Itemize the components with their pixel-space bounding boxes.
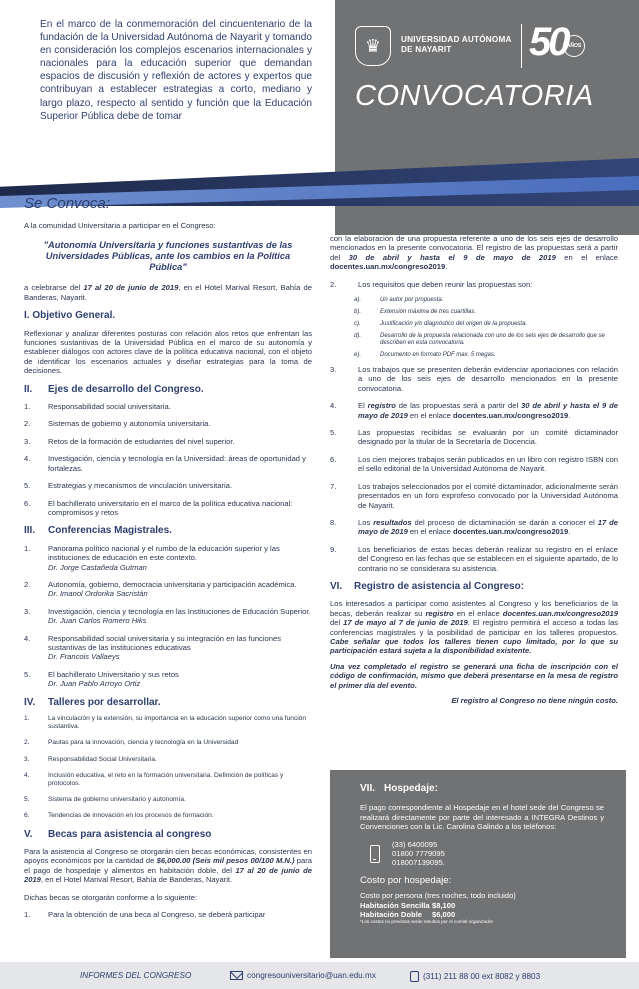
section-title: Ejes de desarrollo del Congreso. — [48, 383, 204, 395]
text-run: Para la asistencia al Congreso se otorgarán cien becas económicas, consistentes en apoyos económicos por la cantidad de — [24, 847, 312, 866]
item-number: 5. — [24, 481, 31, 491]
section-conferencias-heading — [24, 526, 312, 535]
section-title: Hospedaje: — [384, 783, 438, 794]
list-item — [24, 481, 312, 490]
section-becas-heading — [24, 830, 312, 839]
item-number: 5. — [24, 669, 31, 679]
section-title: Talleres por desarrollar. — [48, 696, 161, 708]
item-number: 1. — [24, 715, 30, 722]
room-type: Habitación Sencilla — [360, 900, 430, 910]
item-number: 5. — [330, 428, 337, 438]
cupo-notice: Cabe señalar que todos los talleres tienen cupo limitado, por lo que su participación estará sujeta a la disponibilidad existente. — [330, 636, 618, 656]
costo-heading: Costo por hospedaje: — [360, 874, 452, 886]
footer — [0, 962, 639, 989]
speaker-name: Dr. Jorge Castañeda Gutman — [48, 562, 147, 572]
university-seal-icon: ♛ — [355, 26, 391, 66]
item-body — [48, 544, 312, 572]
item-body — [48, 419, 312, 428]
item-number: 3. — [330, 365, 337, 375]
section-objetivo-text: Reflexionar y analizar diferentes posturas con relación alos retos que enfrentan las funciones sustantivas de la Universidad Pública en el marco de su autonomía y establecer diálogos con actores clave de la política educativa nacional, con el objeto de identificar los escenarios actuales y diseñar estrategias para la toma de decisiones. — [24, 328, 312, 376]
phone-icon — [410, 971, 419, 982]
costo-intro: Costo por persona (tres noches, todo incluido) — [360, 891, 516, 901]
anniversary-number: 50 — [529, 20, 568, 64]
requirement-item — [354, 352, 618, 359]
list-item — [330, 401, 618, 420]
costo-row — [360, 901, 604, 910]
item-text: Los beneficiarios de estas becas deberán realizar su registro en el enlace del Congreso en las fechas que se establecen en el siguiente apartado, de lo contrario no se considerara su asistencia. — [358, 544, 618, 573]
item-body — [48, 634, 312, 662]
item-text: Responsabilidad social universitaria. — [48, 402, 171, 412]
item-text: Pautas para la innovación, ciencia y tecnología en la Universidad — [48, 739, 239, 747]
text-run: . El registro permitirá el acceso a todas las conferencias magistrales y la posibilidad de participar en los talleres propuestos. — [330, 618, 618, 637]
celebration-post: , en el Hotel Marival Resort, Bahía de Banderas, Nayarit. — [24, 283, 312, 302]
list-item — [24, 796, 312, 804]
item-body — [48, 715, 312, 731]
item-number: 2. — [330, 279, 337, 289]
item-number: 6. — [330, 454, 337, 464]
item-number: 5. — [24, 796, 30, 804]
celebration-pre: a celebrarse del — [24, 283, 84, 293]
item-text: Investigación, ciencia y tecnología en la Universidad: áreas de oportunidad y fortalezas. — [48, 454, 306, 473]
invitation-text: A la comunidad Universitaria a participar en el Congreso: — [24, 221, 216, 230]
requirement-item — [354, 333, 618, 347]
item-text: Desarrollo de la propuesta relacionada con uno de los seis ejes de desarrollo que se describen en esta convocatoria. — [380, 333, 605, 347]
section-ejes-heading — [24, 385, 312, 394]
section-number: II. — [24, 383, 33, 395]
item-number: 2. — [24, 419, 31, 429]
phone-list — [392, 840, 445, 868]
room-price: $6,000 — [432, 910, 456, 920]
section-number: III. — [24, 525, 36, 537]
right-column — [330, 234, 618, 710]
requirements-list — [354, 297, 618, 359]
text-run: , en el Hotel Marival Resort, Bahía de Banderas, Nayarit. — [40, 875, 233, 885]
item-text: Tendencias de innovación en los procesos de formación. — [48, 812, 214, 820]
requirement-item — [354, 321, 618, 328]
convocatoria-title: CONVOCATORIA — [355, 80, 594, 112]
item-body — [48, 580, 312, 599]
item-body — [48, 739, 312, 747]
text-run: de las propuestas será a partir del — [395, 401, 522, 411]
item-text: El bachillerato Universitario y sus retos — [48, 669, 179, 679]
text-run: del proceso de dictaminación se darán a conocer el — [411, 517, 598, 527]
phone-icon — [370, 845, 380, 863]
item-text: Estrategias y mecanismos de vinculación universitaria. — [48, 481, 233, 491]
list-item — [330, 280, 618, 289]
university-name — [401, 35, 512, 54]
item-text: Para la obtención de una beca al Congreso, se deberá participar — [48, 910, 266, 920]
left-column — [24, 221, 312, 927]
item-number: a). — [354, 297, 362, 304]
item-text: Sistema de gobierno universitario y autonomía. — [48, 796, 186, 804]
item-number: 1. — [24, 402, 31, 412]
conferencias-list — [24, 544, 312, 689]
item-text: Las propuestas recibidas se evaluarán por un comité dictaminador designado por la titular de la Secretaría de Docencia. — [358, 428, 618, 447]
results-date: 17 de mayo de 2019 — [358, 517, 619, 537]
becas-amount: $6,000.00 (Seis mil pesos 00/100 M.N.) — [156, 856, 295, 866]
text-run: con la elaboración de una propuesta referente a uno de los seis ejes de desarrollo mencionados en la presente convocatoria. El registro de las propuestas será a partir del — [330, 234, 618, 262]
anniversary-badge: AÑOS — [563, 35, 585, 57]
text-run: para el pago de hospedaje y alimentos en habitación doble, del — [24, 856, 313, 875]
item-text: Los cien mejores trabajos serán publicados en un libro con registro ISBN con el sello editorial de la Universidad Autónoma de Nayarit. — [358, 454, 618, 474]
item-number: 3. — [24, 606, 31, 616]
logo-divider — [521, 24, 522, 68]
item-number: 3. — [24, 755, 30, 763]
item-number: 2. — [24, 739, 30, 747]
list-item — [24, 499, 312, 518]
section-number: VI. — [330, 580, 343, 592]
item-body — [48, 796, 312, 804]
item-text: Panorama político nacional y el rumbo de la educación superior y las instituciones de educación en este contexto. — [48, 543, 280, 563]
section-talleres-heading — [24, 698, 312, 707]
phone-number[interactable]: 018007139095. — [392, 858, 445, 868]
footer-phone-text[interactable]: (311) 211 88 00 ext 8082 y 8803 — [423, 972, 541, 981]
text-run: . — [445, 262, 448, 272]
section-number: VII. — [360, 783, 376, 794]
talleres-list — [24, 715, 312, 821]
item-number: 3. — [24, 436, 31, 446]
text-run: . — [568, 410, 571, 420]
speaker-name: Dr. Francois Vallaeys — [48, 652, 120, 662]
item-body — [48, 670, 312, 689]
costo-table — [360, 901, 604, 920]
section-number: V. — [24, 828, 33, 840]
item-number: 4. — [24, 454, 31, 464]
item-text — [358, 401, 618, 420]
university-name-line1: UNIVERSIDAD AUTÓNOMA — [401, 35, 512, 44]
item-body — [48, 812, 312, 820]
item-body — [48, 402, 312, 411]
section-title: Registro de asistencia al Congreso: — [354, 580, 525, 592]
text-run: Los interesados a participar como asistentes al Congreso y los beneficiarios de la becas, deberán realizar su — [330, 599, 618, 618]
phone-number[interactable]: (33) 6400095 — [392, 839, 438, 849]
list-item — [24, 739, 312, 747]
section-registro-heading — [330, 582, 618, 591]
list-item — [24, 756, 312, 764]
text-run: registro — [367, 401, 396, 411]
item-number: b). — [354, 309, 362, 316]
list-item — [24, 454, 312, 473]
item-text: Los trabajos seleccionados por el comité dictaminador, adicionalmente serán presentados en un foro exprofeso convocado por la Universidad Autónoma de Nayarit. — [358, 481, 618, 510]
requirement-item — [354, 297, 618, 304]
text-run: en el enlace — [453, 608, 503, 618]
item-text: Un autor por propuesta. — [380, 297, 444, 304]
text-run: en el enlace — [555, 252, 618, 262]
text-run: en el enlace — [407, 410, 453, 420]
item-number: 7. — [330, 481, 337, 491]
text-run: . — [568, 527, 571, 537]
registration-dates: 30 de abril y hasta el 9 de mayo de 2019 — [348, 252, 556, 262]
item-text: Extensión máxima de tres cuartillas. — [380, 309, 477, 316]
list-item — [24, 419, 312, 428]
becas-date: 17 al 20 de junio de 2019 — [24, 865, 312, 885]
list-item — [330, 365, 618, 393]
university-name-line2: DE NAYARIT — [401, 44, 452, 54]
becas-continuation — [330, 234, 618, 272]
item-text: La vinculación y la extensión, su importancia en la educación superior como una función sustantiva. — [48, 715, 307, 731]
footer-email-text[interactable]: congresouniversitario@uan.edu.mx — [247, 971, 376, 980]
footer-phone[interactable] — [410, 971, 540, 982]
room-type: Habitación Doble — [360, 910, 423, 920]
text-run: El — [358, 401, 368, 411]
registro-free-notice: El registro al Congreso no tiene ningún costo. — [451, 696, 618, 705]
room-price: $8,100 — [432, 900, 456, 910]
item-text: El bachillerato universitario en el marco de la política educativa nacional: compromisos y retos — [48, 498, 293, 517]
list-item — [24, 402, 312, 411]
item-number: 6. — [24, 498, 31, 508]
hospedaje-text: El pago correspondiente al Hospedaje en el hotel sede del Congreso se realizará directamente por parte del interesado a INTEGRA Destinos y Convenciones con la Lic. Carolina Galindo a los teléfonos: — [360, 803, 604, 832]
celebration-date: 17 al 20 de junio de 2019 — [83, 283, 179, 293]
item-number: 8. — [330, 517, 337, 527]
costo-note: *Los costos no previstos serán resultos por el comité organizador — [360, 919, 494, 925]
footer-email[interactable] — [230, 971, 376, 980]
text-run: resultados — [373, 517, 412, 527]
item-text: Investigación, ciencia y tecnología en las Instituciones de Educación Superior. — [48, 606, 311, 616]
item-text: Inclusión educativa, el reto en la formación universitaria. Definición de políticas y protocolos. — [48, 771, 284, 788]
item-number: d). — [354, 333, 362, 340]
registro-dates: 17 de mayo al 7 de junio de 2019 — [343, 618, 468, 628]
list-item — [330, 428, 618, 447]
registro-link[interactable]: docentes.uan.mx/congreso2019 — [502, 608, 618, 618]
item-text: Los trabajos que se presenten deberán evidenciar aportaciones con relación a uno de los seis ejes de desarrollo mencionados en la presente convocatoria. — [358, 365, 618, 393]
speaker-name: Dr. Imanol Ordorika Sacristán — [48, 589, 148, 599]
item-text: Justificación y/o diagnóstico del origen de la propuesta. — [380, 321, 528, 328]
becas-conditions-intro: Dichas becas se otorgarán conforme a lo siguiente: — [24, 892, 198, 902]
section-objetivo-heading: I. Objetivo General. — [24, 310, 116, 322]
item-number: 4. — [24, 633, 31, 643]
becas-paragraph — [24, 847, 312, 885]
item-text: Sistemas de gobierno y autonomía universitaria. — [48, 419, 211, 429]
text-run: Los — [358, 517, 374, 527]
list-item — [330, 518, 618, 537]
costo-row — [360, 910, 604, 919]
item-number: 6. — [24, 812, 30, 820]
se-convoca-heading: Se Convoca: — [24, 195, 110, 212]
item-number: c). — [354, 321, 361, 328]
registration-link[interactable]: docentes.uan.mx/congreso2019 — [453, 410, 569, 420]
item-number: 1. — [24, 910, 31, 920]
item-text: Autonomía, gobierno, democracia universitaria y participación académica. — [48, 579, 297, 589]
requirement-item — [354, 309, 618, 316]
intro-paragraph: En el marco de la conmemoración del cincuentenario de la fundación de la Universidad Autónoma de Nayarit y tomando en consideración los complejos escenarios internacionales y nacionales para la educación superior que demandan espacios de discusión y reflexión de actores y expertos que contribuyan a establecer estrategias a corto, mediano y largo plazo, respecto al sentido y función que la Educación Superior Pública debe de tomar — [40, 19, 312, 122]
item-body — [48, 756, 312, 764]
text-run: registro — [425, 608, 454, 618]
item-text: Documento en formato PDF max. 5 megas. — [380, 352, 496, 359]
item-number: 2. — [24, 579, 31, 589]
item-text — [358, 518, 618, 537]
list-item — [24, 437, 312, 446]
speaker-name: Dr. Juan Carlos Romero Hiks — [48, 616, 147, 626]
list-item — [24, 715, 312, 731]
registration-dates: 30 de abril y hasta el 9 de mayo de 2019 — [358, 401, 618, 420]
registration-link[interactable]: docentes.uan.mx/congreso2019 — [330, 262, 446, 272]
university-logo — [355, 20, 595, 68]
item-text: Los requisitos que deben reunir las propuestas son: — [358, 279, 533, 289]
section-title: Conferencias Magistrales. — [48, 525, 172, 537]
phone-number[interactable]: 01800 7779095 — [392, 849, 445, 859]
section-hospedaje-heading — [360, 784, 604, 793]
list-item — [24, 772, 312, 788]
list-item — [24, 634, 312, 662]
item-body — [48, 454, 312, 473]
list-item — [24, 910, 312, 919]
item-body — [48, 499, 312, 518]
speaker-name: Dr. Juan Pablo Arroyo Ortiz — [48, 679, 141, 689]
list-item — [330, 545, 618, 573]
item-number: 4. — [330, 401, 337, 411]
item-text: Responsabilidad Social Universitaria. — [48, 755, 157, 763]
ejes-list — [24, 402, 312, 517]
section-title: Becas para asistencia al congreso — [48, 828, 212, 840]
list-item — [330, 455, 618, 474]
registro-paragraph — [330, 599, 618, 655]
item-body — [48, 481, 312, 490]
list-item — [24, 812, 312, 820]
congress-title: "Autonomía Universitaria y funciones sustantivas de las Universidades Públicas, ante los cambios en la Política Pública" — [43, 240, 293, 273]
item-number: 4. — [24, 771, 30, 779]
text-run: en el enlace — [407, 527, 453, 537]
item-text: Responsabilidad social universitaria y su integración en las funciones sustantivas de las instituciones educativas — [48, 633, 282, 652]
celebration-text — [24, 283, 312, 302]
item-body — [48, 607, 312, 626]
item-body — [48, 772, 312, 788]
footer-label: INFORMES DEL CONGRESO — [80, 971, 192, 980]
hospedaje-box — [330, 770, 626, 958]
phone-block — [370, 840, 604, 868]
item-number: e). — [354, 352, 362, 359]
list-item — [24, 580, 312, 599]
text-run: del — [330, 618, 344, 628]
mail-icon — [230, 971, 243, 980]
item-number: 1. — [24, 543, 31, 553]
list-item — [24, 544, 312, 572]
list-item — [24, 607, 312, 626]
ficha-notice: Una vez completado el registro se generará una ficha de inscripción con el código de confirmación, mismo que deberá presentarse en la mesa de registro el primer día del evento. — [330, 661, 618, 690]
section-number: IV. — [24, 696, 36, 708]
item-text: Retos de la formación de estudiantes del nivel superior. — [48, 436, 235, 446]
list-item — [24, 670, 312, 689]
results-link[interactable]: docentes.uan.mx/congreso2019 — [453, 527, 569, 537]
item-number: 9. — [330, 544, 337, 554]
item-body — [48, 437, 312, 446]
list-item — [330, 482, 618, 510]
